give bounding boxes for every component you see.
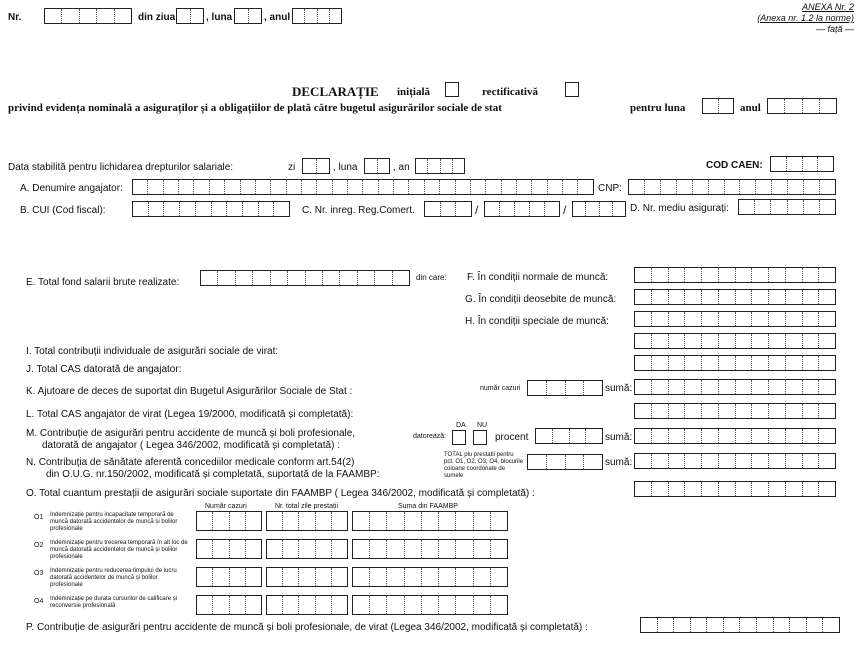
caen-label: COD CAEN: bbox=[706, 160, 763, 171]
health-sum-input[interactable] bbox=[634, 453, 836, 469]
health-cases-input[interactable] bbox=[527, 454, 603, 470]
col-sum-header: Suma din FAAMBP bbox=[398, 503, 458, 510]
rectificative-checkbox[interactable] bbox=[565, 82, 579, 97]
annex-side: — față — bbox=[815, 24, 854, 34]
benefit-code: O2 bbox=[34, 542, 44, 549]
caen-input[interactable] bbox=[770, 156, 834, 172]
pay-year-label: , an bbox=[393, 162, 410, 173]
death-aid-cases-input[interactable] bbox=[527, 380, 603, 396]
due-yes-checkbox[interactable] bbox=[452, 430, 466, 445]
declaration-subtitle: privind evidența nominală a asiguraților și a obligațiilor de plată către bugetul asigurărilor sociale de stat bbox=[8, 102, 502, 114]
decl-year-label: anul bbox=[740, 102, 761, 114]
benefit-code: O4 bbox=[34, 598, 44, 605]
benefit-sum-input[interactable] bbox=[352, 511, 508, 531]
extreme-cond-label: H. În condiții speciale de muncă: bbox=[465, 316, 609, 327]
accident-sum-input[interactable] bbox=[634, 428, 836, 444]
faambp-total-input[interactable] bbox=[634, 481, 836, 497]
col-cases-header: Număr cazuri bbox=[205, 503, 247, 510]
individual-contrib-input[interactable] bbox=[634, 333, 836, 349]
individual-contrib-label: I. Total contribuții individuale de asigurări sociale de virat: bbox=[26, 346, 279, 357]
benefit-cases-input[interactable] bbox=[196, 595, 262, 615]
reg-com-part2-input[interactable] bbox=[484, 201, 560, 217]
health-note: TOTAL plu prestatii pentru pct. O1, O2, O3, O4, blocurile coloane coordonate de sumele bbox=[444, 452, 524, 479]
reg-com-slash-1: / bbox=[475, 203, 479, 217]
reg-com-part3-input[interactable] bbox=[572, 201, 626, 217]
benefit-days-input[interactable] bbox=[266, 567, 348, 587]
percent-input[interactable] bbox=[535, 428, 603, 444]
due-no-checkbox[interactable] bbox=[473, 430, 487, 445]
employer-name-input[interactable] bbox=[132, 179, 594, 195]
initial-label: inițială bbox=[397, 86, 431, 98]
normal-cond-input[interactable] bbox=[634, 267, 836, 283]
avg-insured-label: D. Nr. mediu asigurați: bbox=[630, 203, 729, 214]
da-label: DA bbox=[456, 422, 466, 429]
benefit-sum-input[interactable] bbox=[352, 539, 508, 559]
pay-date-label: Data stabilită pentru lichidarea drepturilor salariale: bbox=[8, 162, 234, 173]
declaration-title: DECLARAȚIE bbox=[292, 84, 379, 99]
day-label: din ziua bbox=[138, 12, 176, 23]
employer-cas-label: J. Total CAS datorată de angajator: bbox=[26, 364, 182, 375]
cas-to-pay-label: L. Total CAS angajator de virat (Legea 19/2000, modificată și completată): bbox=[26, 409, 354, 420]
initial-checkbox[interactable] bbox=[445, 82, 459, 97]
special-cond-label: G. În condiții deosebite de muncă: bbox=[465, 294, 617, 305]
death-aid-sum-label: sumă: bbox=[605, 383, 633, 394]
benefit-text: Indemnizație pentru reducerea timpului de lucru datorată accidentelor de muncă și bolilor profesionale bbox=[50, 568, 177, 588]
year-label: , anul bbox=[264, 12, 291, 23]
reg-com-label: C. Nr. inreg. Reg.Comert. bbox=[302, 205, 415, 216]
cnp-label: CNP: bbox=[598, 183, 622, 194]
annex-subtitle: (Anexa nr. 1.2 la norme) bbox=[757, 13, 854, 23]
decl-year-input[interactable] bbox=[767, 98, 837, 114]
death-aid-sum-input[interactable] bbox=[634, 379, 836, 395]
faambp-total-label: O. Total cuantum prestații de asigurări sociale suportate din FAAMBP ( Legea 346/2002, modificată și completată) : bbox=[26, 488, 535, 499]
reg-com-slash-2: / bbox=[563, 203, 567, 217]
nu-label: NU bbox=[477, 422, 488, 429]
benefit-code: O3 bbox=[34, 570, 44, 577]
nr-label: Nr. bbox=[8, 12, 22, 23]
normal-cond-label: F. În condiții normale de muncă: bbox=[467, 272, 609, 283]
special-cond-input[interactable] bbox=[634, 289, 836, 305]
health-contrib-label-2: din O.U.G. nr.150/2002, modificată și completată, suportată de la FAAMBP: bbox=[46, 469, 380, 480]
for-month-label: pentru luna bbox=[630, 102, 686, 114]
benefit-days-input[interactable] bbox=[266, 511, 348, 531]
cnp-input[interactable] bbox=[628, 179, 836, 195]
death-aid-label: K. Ajutoare de deces de suportat din Bugetul Asigurărilor Sociale de Stat : bbox=[26, 386, 353, 397]
gross-fund-input[interactable] bbox=[200, 270, 410, 286]
cas-to-pay-input[interactable] bbox=[634, 403, 836, 419]
month-label: , luna bbox=[206, 12, 233, 23]
year-input[interactable] bbox=[292, 8, 342, 24]
annex-title: ANEXA Nr. 2 bbox=[802, 2, 854, 12]
benefit-cases-input[interactable] bbox=[196, 539, 262, 559]
pay-year-input[interactable] bbox=[415, 158, 465, 174]
health-contrib-label-1: N. Contribuția de sănătate aferentă concediilor medicale conform art.54(2) bbox=[26, 457, 355, 468]
benefit-code: O1 bbox=[34, 514, 44, 521]
benefit-text: Indemnizație pe durata cursurilor de calificare și reconversie profesională bbox=[50, 596, 178, 609]
employer-cas-input[interactable] bbox=[634, 355, 836, 371]
cui-input[interactable] bbox=[132, 201, 290, 217]
avg-insured-input[interactable] bbox=[738, 199, 836, 215]
decl-month-input[interactable] bbox=[702, 98, 734, 114]
pay-month-input[interactable] bbox=[364, 158, 390, 174]
pay-day-input[interactable] bbox=[302, 158, 330, 174]
benefit-cases-input[interactable] bbox=[196, 511, 262, 531]
reg-com-part1-input[interactable] bbox=[424, 201, 472, 217]
nr-input[interactable] bbox=[44, 8, 132, 24]
annex-block bbox=[757, 2, 854, 35]
benefit-text: Indemnizație pentru incapacitate temporară de muncă datorată accidentelor de muncă și bolilor profesionale bbox=[50, 512, 178, 532]
day-input[interactable] bbox=[176, 8, 204, 24]
pay-day-label: zi bbox=[288, 162, 296, 173]
employer-name-label: A. Denumire angajator: bbox=[20, 183, 123, 194]
benefit-sum-input[interactable] bbox=[352, 595, 508, 615]
rectificative-label: rectificativă bbox=[482, 86, 538, 98]
pay-month-label: , luna bbox=[333, 162, 358, 173]
percent-label: procent bbox=[495, 432, 529, 443]
benefit-sum-input[interactable] bbox=[352, 567, 508, 587]
month-input[interactable] bbox=[234, 8, 262, 24]
accident-contrib-label-2: datorată de angajator ( Legea 346/2002, modificată și completată) : bbox=[42, 440, 340, 451]
benefit-days-input[interactable] bbox=[266, 595, 348, 615]
accident-contrib-to-pay-label: P. Contribuție de asigurări pentru accidente de muncă și boli profesionale, de virat (Legea 346/2002, modificată și completată) : bbox=[26, 622, 588, 633]
accident-contrib-label-1: M. Contribuție de asigurări pentru accidente de muncă și boli profesionale, bbox=[26, 428, 356, 439]
benefit-cases-input[interactable] bbox=[196, 567, 262, 587]
din-care-label: din care: bbox=[416, 273, 447, 282]
benefit-text: Indemnizație pentru trecerea temporară în alt loc de muncă datorată accidentelor de muncă și bolilor profesionale bbox=[50, 540, 188, 560]
col-days-header: Nr. total zile prestații bbox=[275, 503, 339, 510]
accident-contrib-to-pay-input[interactable] bbox=[640, 617, 840, 633]
benefit-days-input[interactable] bbox=[266, 539, 348, 559]
cui-label: B. CUI (Cod fiscal): bbox=[20, 205, 106, 216]
extreme-cond-input[interactable] bbox=[634, 311, 836, 327]
gross-fund-label: E. Total fond salarii brute realizate: bbox=[26, 277, 180, 288]
due-label: datorează: bbox=[413, 433, 447, 440]
accident-sum-label: sumă: bbox=[605, 432, 633, 443]
death-aid-cases-label: număr cazuri bbox=[480, 385, 521, 392]
health-sum-label: sumă: bbox=[605, 457, 633, 468]
